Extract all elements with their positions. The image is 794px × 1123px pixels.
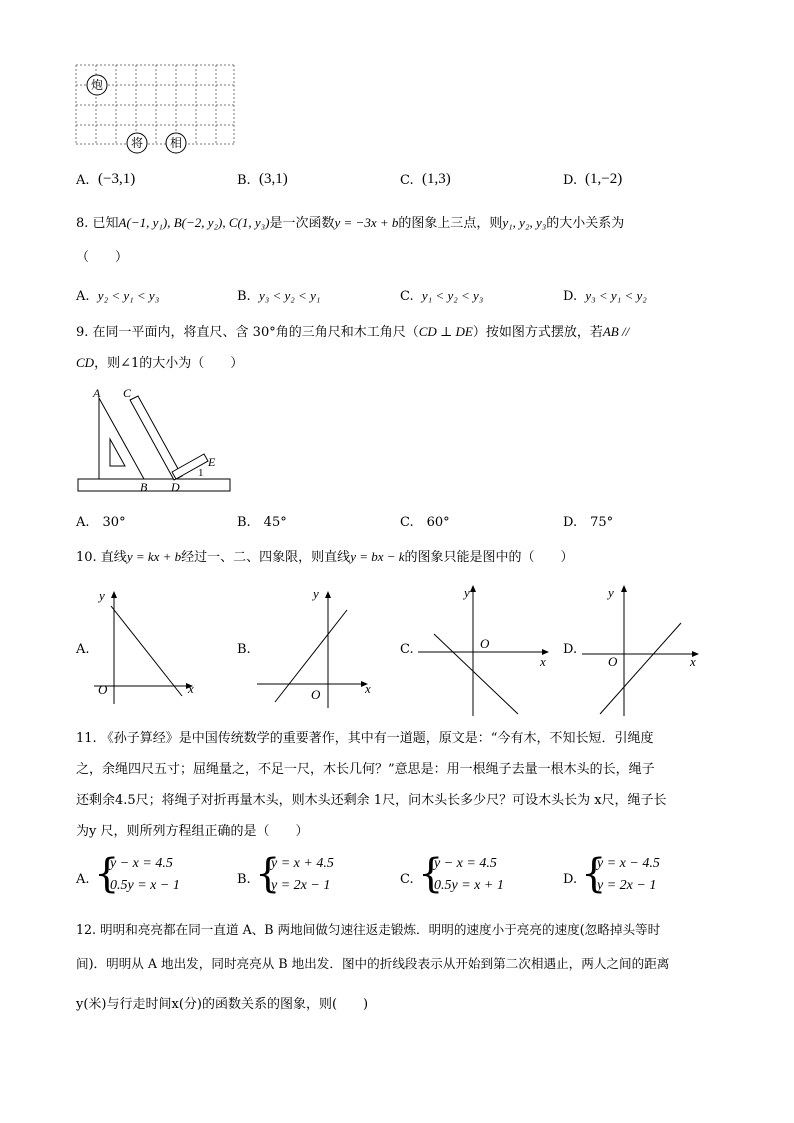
q9-angle-1: 1	[198, 467, 204, 479]
q9-option-a: A. 30°	[76, 515, 126, 530]
q9-label-a: A	[93, 386, 101, 400]
svg-text:O: O	[608, 654, 618, 669]
q10-graph-c	[418, 580, 558, 720]
q11-stem-line2: 之，余绳四尺五寸；屈绳量之，不足一尺，木长几何？”意思是：用一根绳子去量一根木头的长，绳子	[76, 762, 655, 777]
svg-text:y: y	[99, 588, 105, 603]
q12-stem-line1: 12. 明明和亮亮都在同一直道 A、B 两地间做匀速往返走锻炼．明明的速度小于亮亮的速度(忽略掉头等时	[76, 922, 661, 937]
chess-label-xiang: 相	[169, 136, 183, 150]
q9-label-d: D	[171, 480, 180, 494]
q10-graph-b	[255, 586, 375, 716]
svg-text:x: x	[188, 681, 194, 696]
chess-board-figure	[74, 62, 238, 154]
q11-stem-line1: 11. 《孙子算经》是中国传统数学的重要著作，其中有一道题，原文是：“今有木，不知长短．引绳度	[76, 731, 654, 746]
q10-graph-d	[580, 580, 710, 720]
q9-figure	[74, 384, 236, 496]
q9-label-b: B	[140, 480, 148, 494]
q10-graph-a	[94, 586, 204, 716]
svg-text:y: y	[313, 586, 319, 601]
q7-option-b: (3,1)	[259, 171, 288, 187]
q7-option-a-letter: A.	[76, 173, 90, 188]
q9-label-e: E	[208, 455, 216, 469]
chess-label-pao: 炮	[90, 78, 104, 92]
q10-option-d-letter: D.	[563, 642, 578, 657]
q9-stem-line1: 9. 在同一平面内，将直尺、含 30°角的三角尺和木工角尺（CD ⊥ DE）按如图方式摆放，若AB //	[76, 324, 630, 340]
q7-option-a: (−3,1)	[98, 171, 136, 187]
q9-stem-line2: CD，则∠1的大小为（ ）	[76, 355, 244, 371]
q10-option-c-letter: C.	[400, 642, 414, 657]
q9-option-c: C. 60°	[400, 515, 450, 530]
q12-stem-line3: y(米)与行走时间x(分)的函数关系的图象，则( )	[76, 997, 369, 1012]
svg-text:x: x	[690, 654, 696, 669]
svg-text:O: O	[480, 636, 490, 651]
q10-option-b-letter: B.	[237, 642, 251, 657]
svg-text:O: O	[98, 682, 108, 697]
q8-option-a: A. y₂ < y₁ < y₃	[76, 288, 160, 304]
q8-option-d: D. y₃ < y₁ < y₂	[563, 288, 647, 304]
q8-stem: 8. 已知A(−1, y₁), B(−2, y₂), C(1, y₃)是一次函数y = −3x + b的图象上三点，则y₁, y₂, y₃的大小关系为	[76, 215, 625, 231]
svg-text:y: y	[608, 585, 614, 600]
q10-stem: 10. 直线y = kx + b经过一、二、四象限，则直线y = bx − k的图象只能是图中的（ ）	[76, 549, 574, 565]
q11-stem-line4: 为y 尺，则所列方程组正确的是（ ）	[76, 824, 309, 839]
q7-option-d-letter: D.	[563, 173, 578, 188]
q7-option-d: (1,−2)	[585, 171, 623, 187]
svg-text:O: O	[311, 687, 321, 702]
q9-option-d: D. 75°	[563, 515, 614, 530]
q9-label-c: C	[123, 386, 132, 400]
q10-option-a-letter: A.	[76, 642, 90, 657]
q8-option-b: B. y₃ < y₂ < y₁	[237, 288, 321, 304]
q8-option-c: C. y₁ < y₂ < y₃	[400, 288, 484, 304]
svg-text:x: x	[540, 654, 546, 669]
svg-text:y: y	[464, 585, 470, 600]
q11-stem-line3: 还剩余4.5尺；将绳子对折再量木头，则木头还剩余 1尺，问木头长多少尺？可设木头长为 x尺，绳子长	[76, 793, 667, 808]
q7-option-b-letter: B.	[237, 173, 251, 188]
q12-stem-line2: 间)．明明从 A 地出发，同时亮亮从 B 地出发．图中的折线段表示从开始到第二次相遇止，两人之间的距离	[76, 956, 670, 971]
q7-option-c: (1,3)	[422, 171, 451, 187]
q8-answer-paren: （ ）	[76, 250, 129, 265]
q7-option-c-letter: C.	[400, 173, 414, 188]
svg-text:x: x	[365, 681, 371, 696]
q9-option-b: B. 45°	[237, 515, 287, 530]
chess-label-jiang: 将	[130, 136, 144, 150]
